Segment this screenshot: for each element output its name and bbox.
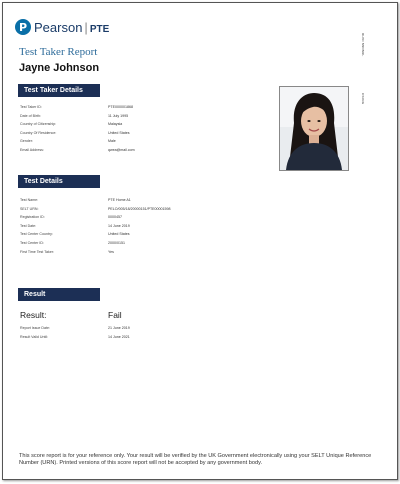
footnote-disclaimer: This score report is for your reference only. Your result will be verified by the UK Government electronically using your SELT Unique Reference Number (URN). Printed versions of this score report will not be accepted by any government body. [19,453,372,466]
candidate-photo [279,86,349,171]
detail-label: Test Center ID: [20,240,44,245]
detail-row [20,198,250,207]
candidate-photo-image [280,87,348,170]
detail-label: Result Valid Until: [20,334,49,339]
detail-row [20,250,250,259]
detail-label: First Time Test Taker: [20,249,55,254]
detail-row [20,148,250,157]
detail-row [20,224,250,233]
pearson-logo: P Pearson | PTE [15,19,109,35]
detail-value: Malaysia [108,122,123,127]
detail-value: PELO/005/18/20000151/PTE00001598 [108,206,171,211]
detail-label: Country Of Residence: [20,130,57,135]
detail-value: qwea@mail.com [108,147,135,152]
detail-row [20,131,250,140]
detail-label: SELT URN: [20,206,39,211]
detail-label: Test Taker ID: [20,105,42,109]
detail-row [20,105,250,114]
detail-label: Registration ID: [20,215,45,220]
side-code-text: CSR3G [361,93,365,105]
detail-row [20,215,250,224]
result-details-list [20,326,250,343]
score-report-page [2,2,398,480]
detail-row [20,326,250,335]
detail-value: 11 July 1995 [108,113,129,118]
test-details-list [20,198,250,258]
detail-label: Gender: [20,139,33,144]
detail-label: Country of Citizenship: [20,122,57,127]
detail-row [20,207,250,216]
detail-value: 0000457 [108,215,122,220]
detail-label: Test Date: [20,223,37,228]
pearson-p-icon: P [15,19,31,35]
detail-value: Male [108,139,116,144]
report-title: Test Taker Report [19,46,98,58]
test-taker-details-heading: Test Taker Details [18,84,100,97]
detail-value: PTE000001868 [108,105,133,109]
result-value: Fail [108,310,122,320]
candidate-name: Jayne Johnson [19,62,100,74]
side-reference-text: RLINI NNNNRL [361,33,365,57]
test-taker-details-list [20,105,250,157]
detail-value: Yes [108,249,114,254]
detail-row [20,122,250,131]
detail-row [20,335,250,344]
detail-value: PTE Home A1 [108,198,131,202]
detail-label: Date of Birth: [20,113,41,118]
detail-value: 14 June 2019 [108,223,130,228]
detail-label: Test Center Country: [20,232,53,237]
test-details-heading: Test Details [18,175,100,188]
brand-product: PTE [89,23,110,35]
detail-value: 21 June 2019 [108,326,130,330]
brand-name: Pearson [34,19,83,35]
detail-label: Email Address: [20,147,44,152]
detail-label: Report Issue Date: [20,326,50,330]
detail-row [20,232,250,241]
detail-label: Test Name: [20,198,39,202]
detail-row [20,139,250,148]
detail-value: 2000/0151 [108,240,125,245]
detail-value: United States [108,232,130,237]
detail-row [20,241,250,250]
result-heading: Result [18,288,100,301]
detail-value: United States [108,130,130,135]
detail-row [20,114,250,123]
result-label: Result: [20,310,47,320]
detail-value: 14 June 2021 [108,334,130,339]
